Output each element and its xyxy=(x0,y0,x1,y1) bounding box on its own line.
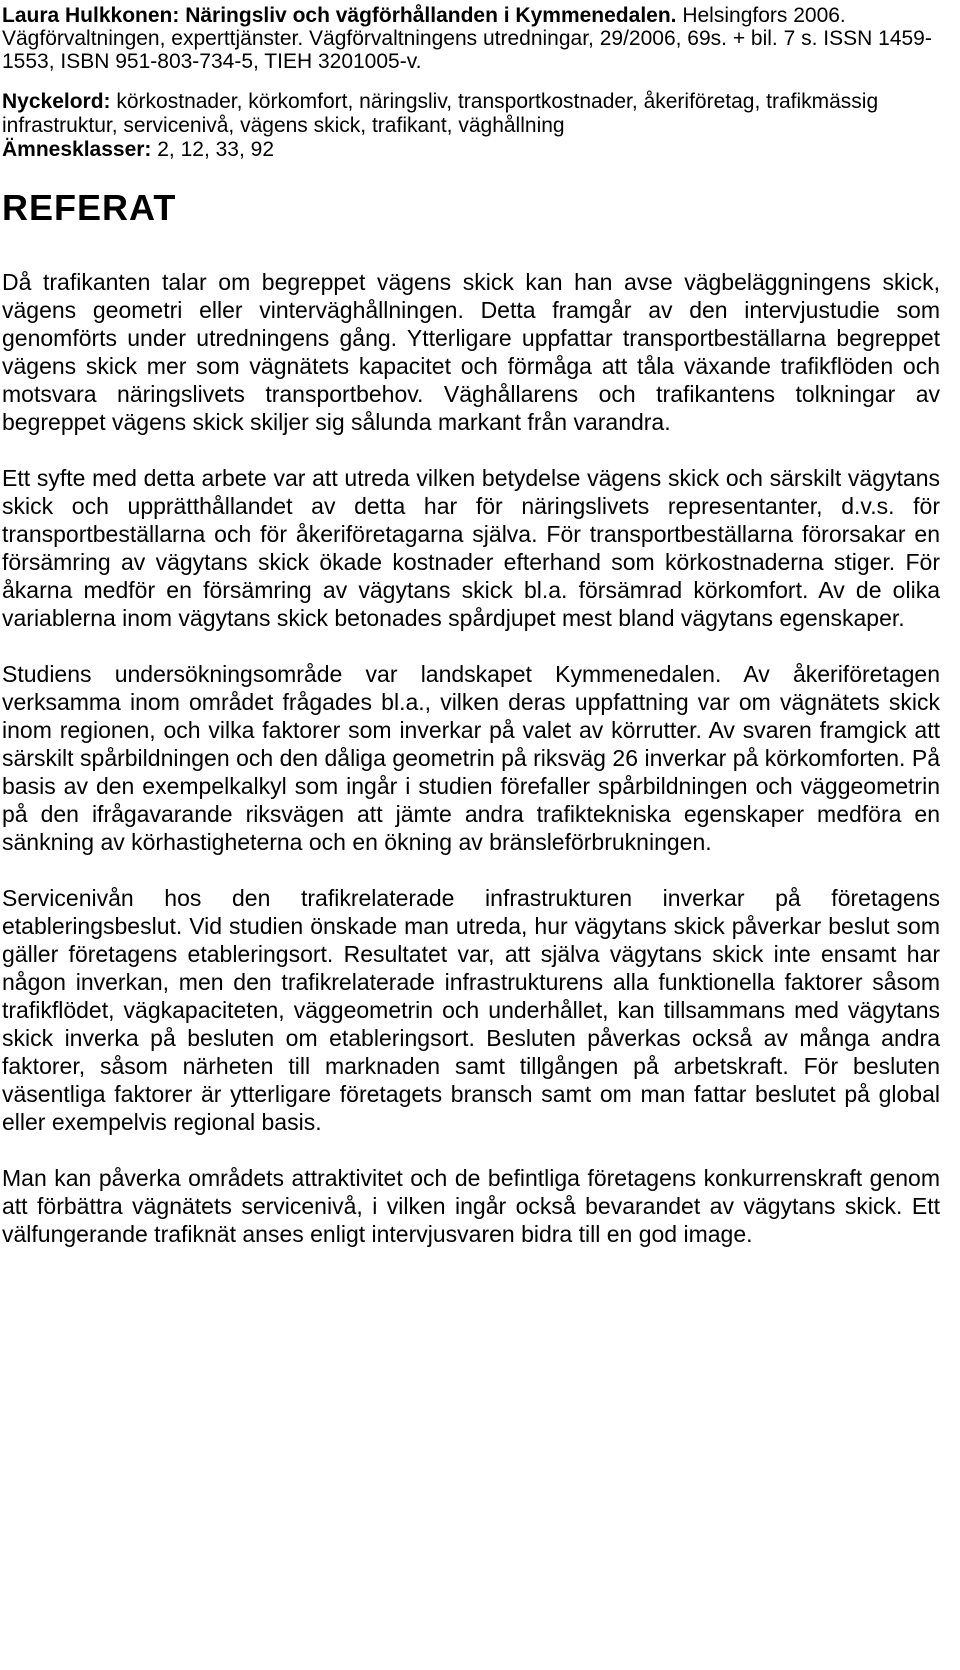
section-heading: REFERAT xyxy=(2,187,177,228)
keywords-text: körkostnader, körkomfort, näringsliv, transportkostnader, åkeriföretag, trafikmässig infrastruktur, servicenivå, vägens skick, trafikant, väghållning xyxy=(2,90,879,137)
keywords-label: Nyckelord: xyxy=(2,90,111,113)
abstract-paragraph: Man kan påverka områdets attraktivitet och de befintliga företagens konkurrenskraft genom att förbättra vägnätets servicenivå, i vilken ingår också bevarandet av vägytans skick. Ett välfungerande trafiknät anses enligt intervjusvaren bidra till en god image. xyxy=(2,1165,940,1247)
abstract-body xyxy=(2,268,940,1248)
abstract-paragraph: Servicenivån hos den trafikrelaterade infrastrukturen inverkar på företagens etableringsbeslut. Vid studien önskade man utreda, hur vägytans skick påverkar beslut som gäller företagens etableringsort. Resultatet var, att själva vägytans skick inte ensamt har någon inverkan, men den trafikrelaterade infrastrukturens alla funktionella faktorer såsom trafikflödet, vägkapaciteten, väggeometrin och underhållet, kan tillsammans med vägytans skick inverka på besluten om etableringsort. Besluten påverkas också av många andra faktorer, såsom närheten till marknaden samt tillgången på arbetskraft. För besluten väsentliga faktorer är ytterligare företagets bransch samt om man fattar beslutet på global eller exempelvis regional basis. xyxy=(2,885,940,1135)
subject-classes-line xyxy=(2,138,940,162)
abstract-paragraph: Då trafikanten talar om begreppet vägens skick kan han avse vägbeläggningens skick, vägens geometri eller vinterväghållningen. Detta framgår av den intervjustudie som genomförts under utredningens gång. Ytterligare uppfattar transportbeställarna begreppet vägens skick mer som vägnätets kapacitet och förmåga att tåla växande trafikflöden och motsvara näringslivets transportbehov. Väghållarens och trafikantens tolkningar av begreppet vägens skick skiljer sig sålunda markant från varandra. xyxy=(2,269,940,435)
subject-classes-label: Ämnesklasser: xyxy=(2,138,152,161)
citation-author-title: Laura Hulkkonen: Näringsliv och vägförhållanden i Kymmenedalen. xyxy=(2,4,677,27)
subject-classes-text: 2, 12, 33, 92 xyxy=(151,138,275,161)
abstract-paragraph: Ett syfte med detta arbete var att utreda vilken betydelse vägens skick och särskilt vägytans skick och upprätthållandet av detta har för näringslivets representanter, d.v.s. för transportbeställarna och för åkeriföretagarna själva. För transportbeställarna förorsakar en försämring av vägytans skick ökade kostnader efterhand som körkostnaderna stiger. För åkarna medför en försämring av vägytans skick bl.a. försämrad körkomfort. Av de olika variablerna inom vägytans skick betonades spårdjupet mest bland vägytans egenskaper. xyxy=(2,465,940,631)
keywords-line xyxy=(2,90,940,138)
metadata-block xyxy=(2,90,940,162)
abstract-paragraph: Studiens undersökningsområde var landskapet Kymmenedalen. Av åkeriföretagen verksamma inom området frågades bl.a., vilken deras uppfattning var om vägnätets skick inom regionen, och vilka faktorer som inverkar på valet av körrutter. Av svaren framgick att särskilt spårbildningen och den dåliga geometrin på riksväg 26 inverkar på körkomforten. På basis av den exempelkalkyl som ingår i studien förefaller spårbildningen och väggeometrin på den ifrågavarande riksvägen att jämte andra trafiktekniska egenskaper medföra en sänkning av körhastigheterna och en ökning av bränsleförbrukningen. xyxy=(2,661,940,855)
citation xyxy=(2,4,940,73)
citation-details: Helsingfors 2006. Vägförvaltningen, experttjänster. Vägförvaltningens utredningar, 29/2006, 69s. + bil. 7 s. ISSN 1459-1553, ISBN 951-803-734-5, TIEH 3201005-v. xyxy=(2,4,932,73)
